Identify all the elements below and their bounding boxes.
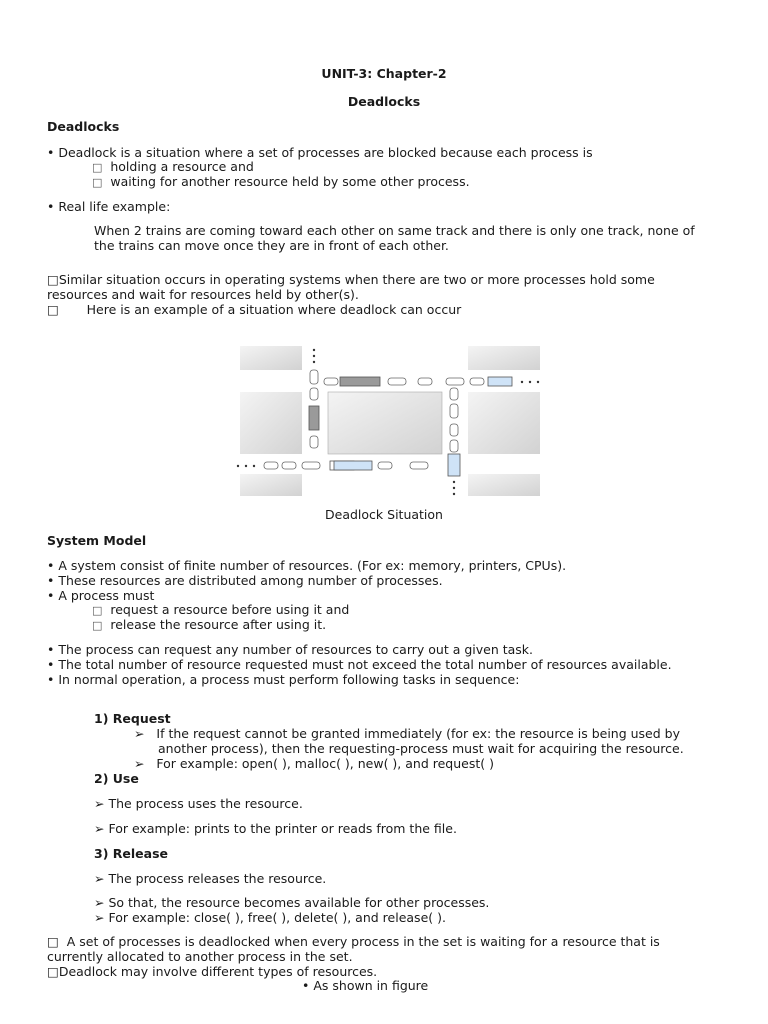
- definition-sub-item: □ holding a resource and: [92, 159, 254, 174]
- release-point: ➢ For example: close( ), free( ), delete( ), and release( ).: [94, 910, 446, 925]
- step-release-title: 3) Release: [94, 846, 168, 861]
- process-must-item: □ request a resource before using it and: [92, 602, 350, 617]
- similar-text-line1: □Similar situation occurs in operating systems when there are two or more processes hold some: [47, 272, 655, 287]
- request-point: ➢ For example: open( ), malloc( ), new( ), and request( ): [134, 756, 494, 771]
- system-model-bullet: • These resources are distributed among number of processes.: [47, 573, 443, 588]
- square-bullet-icon: □: [47, 964, 59, 979]
- process-must-item: □ release the resource after using it.: [92, 617, 327, 632]
- system-model-heading: System Model: [47, 533, 147, 548]
- square-bullet-icon: □: [92, 161, 103, 174]
- definition-text: • Deadlock is a situation where a set of processes are blocked because each process is: [47, 145, 593, 160]
- similar-text-line2: resources and wait for resources held by other(s).: [47, 287, 359, 302]
- release-point: ➢ So that, the resource becomes available for other processes.: [94, 895, 490, 910]
- topic-title: Deadlocks: [347, 94, 421, 109]
- real-life-label: • Real life example:: [47, 199, 171, 214]
- request-point: ➢ If the request cannot be granted immediately (for ex: the resource is being used by: [134, 726, 680, 741]
- square-bullet-icon: □: [47, 302, 59, 317]
- deadlocked-text-line2: currently allocated to another process in the set.: [47, 949, 353, 964]
- step-request-title: 1) Request: [94, 711, 171, 726]
- train-text-line2: the trains can move once they are in front of each other.: [94, 238, 449, 253]
- system-model-bullet: • A system consist of finite number of resources. (For ex: memory, printers, CPUs).: [47, 558, 567, 573]
- square-bullet-icon: □: [92, 176, 103, 189]
- train-text-line1: When 2 trains are coming toward each other on same track and there is only one track, none of: [94, 223, 695, 238]
- example-text: □ Here is an example of a situation where deadlock can occur: [47, 302, 462, 317]
- step-use-title: 2) Use: [94, 771, 139, 786]
- use-point: ➢ The process uses the resource.: [94, 796, 303, 811]
- system-model-bullet: • A process must: [47, 588, 155, 603]
- shown-in-figure-text: • As shown in figure: [302, 978, 429, 993]
- figure-caption: Deadlock Situation: [325, 507, 443, 522]
- deadlocks-heading: Deadlocks: [47, 119, 120, 134]
- request-point-cont: another process), then the requesting-process must wait for acquiring the resource.: [158, 741, 684, 756]
- unit-title: UNIT-3: Chapter-2: [321, 66, 447, 81]
- deadlocked-text-line1: □ A set of processes is deadlocked when every process in the set is waiting for a resource that is: [47, 934, 660, 949]
- deadlock-intersection-figure: [232, 344, 548, 498]
- system-model-bullet: • In normal operation, a process must perform following tasks in sequence:: [47, 672, 520, 687]
- resource-types-text: □Deadlock may involve different types of resources.: [47, 964, 378, 979]
- square-bullet-icon: □: [92, 619, 103, 632]
- square-bullet-icon: □: [47, 272, 59, 287]
- arrow-bullet-icon: ➢: [134, 756, 145, 771]
- system-model-bullet: • The process can request any number of resources to carry out a given task.: [47, 642, 534, 657]
- use-point: ➢ For example: prints to the printer or reads from the file.: [94, 821, 457, 836]
- square-bullet-icon: □: [47, 934, 59, 949]
- definition-sub-item: □ waiting for another resource held by some other process.: [92, 174, 470, 189]
- square-bullet-icon: □: [92, 604, 103, 617]
- system-model-bullet: • The total number of resource requested must not exceed the total number of resources available.: [47, 657, 672, 672]
- arrow-bullet-icon: ➢: [134, 726, 145, 741]
- release-point: ➢ The process releases the resource.: [94, 871, 327, 886]
